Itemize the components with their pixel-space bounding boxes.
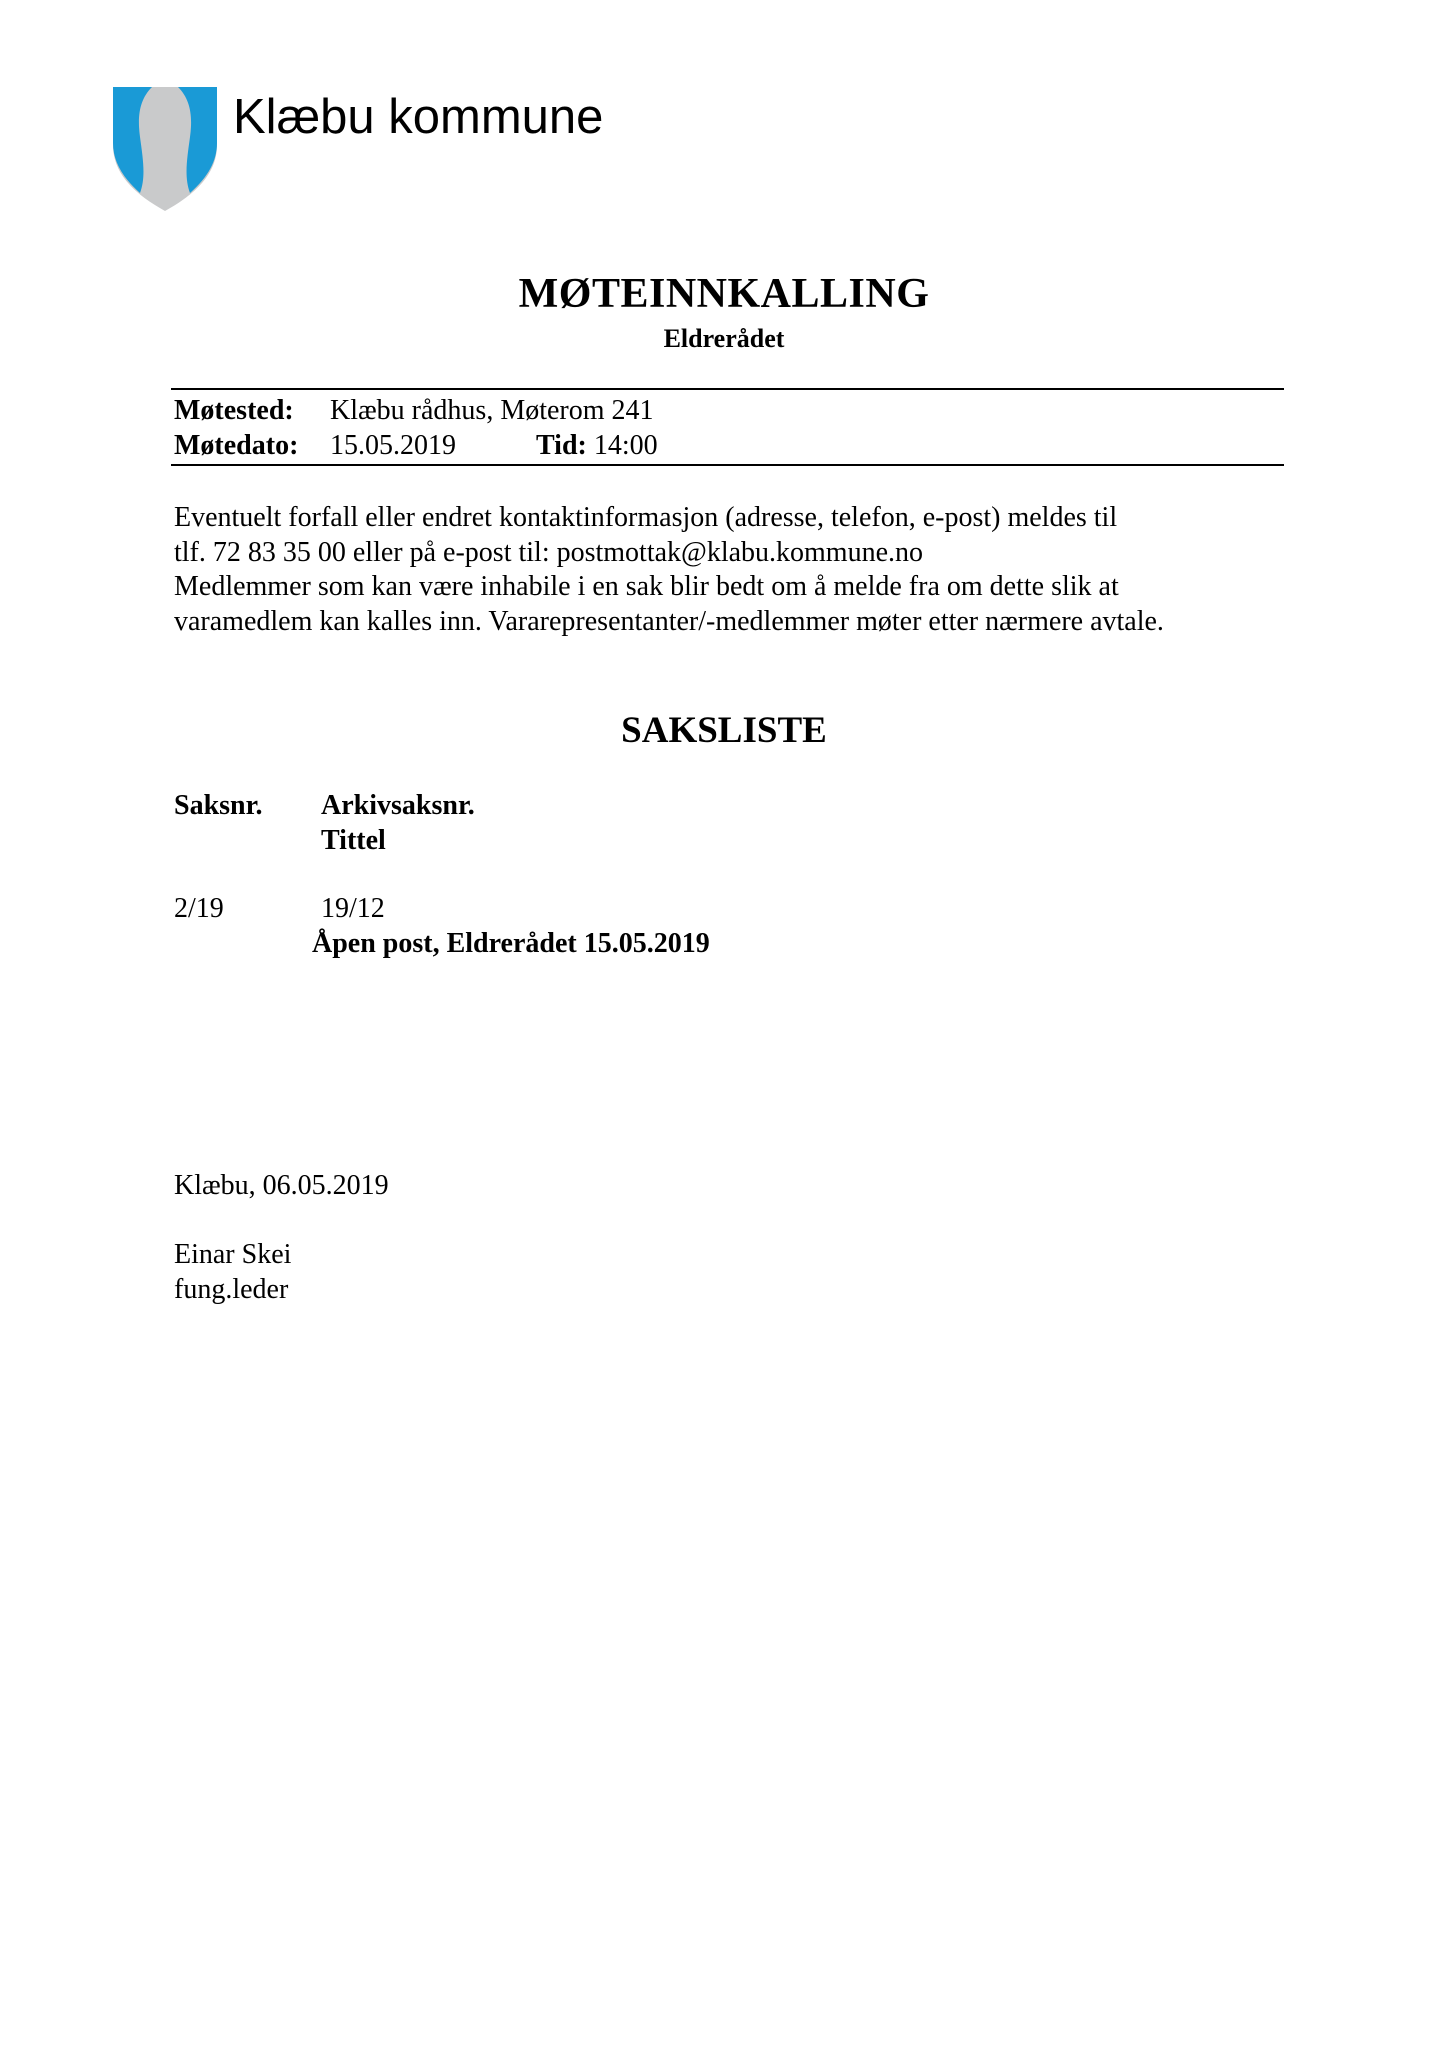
notice-line: Eventuelt forfall eller endret kontaktinformasjon (adresse, telefon, e-post) meldes til: [174, 502, 1118, 533]
meeting-date-row: [174, 429, 658, 463]
notice-line: Medlemmer som kan være inhabile i en sak blir bedt om å melde fra om dette slik at: [174, 571, 1119, 602]
meeting-time-value: 14:00: [593, 430, 658, 461]
case-title: Åpen post, Eldrerådet 15.05.2019: [312, 928, 710, 959]
notice-line: varamedlem kan kalles inn. Vararepresentanter/-medlemmer møter etter nærmere avtale.: [174, 605, 1164, 637]
notice-paragraph: [174, 501, 1294, 639]
meeting-date-label: Møtedato:: [174, 430, 299, 461]
meeting-time: [536, 429, 658, 463]
column-header-tittel: Tittel: [321, 825, 386, 856]
divider-top: [171, 388, 1284, 390]
place-date: Klæbu, 06.05.2019: [174, 1170, 389, 1201]
notice-line: tlf. 72 83 35 00 eller på e-post til: postmottak@klabu.kommune.no: [174, 536, 924, 568]
meeting-time-label: Tid:: [536, 430, 587, 461]
document-title: MØTEINNKALLING: [518, 271, 930, 317]
saksliste-heading: SAKSLISTE: [621, 710, 827, 751]
signer-name: Einar Skei: [174, 1239, 292, 1270]
meeting-date-value: 15.05.2019: [330, 430, 456, 461]
meeting-place-row: [174, 394, 654, 428]
divider-bottom: [171, 464, 1284, 466]
coat-of-arms-icon: [110, 85, 220, 213]
column-header-saksnr: Saksnr.: [174, 790, 263, 821]
municipality-name: Klæbu kommune: [233, 90, 604, 144]
meeting-place-label: Møtested:: [174, 395, 294, 426]
signer-role: fung.leder: [174, 1274, 289, 1305]
document-subtitle: Eldrerådet: [663, 324, 785, 353]
column-header-arkivsaksnr: Arkivsaksnr.: [321, 790, 475, 821]
case-arkivsaksnr: 19/12: [321, 893, 385, 924]
case-saksnr: 2/19: [174, 893, 224, 924]
meeting-place-value: Klæbu rådhus, Møterom 241: [330, 395, 654, 426]
